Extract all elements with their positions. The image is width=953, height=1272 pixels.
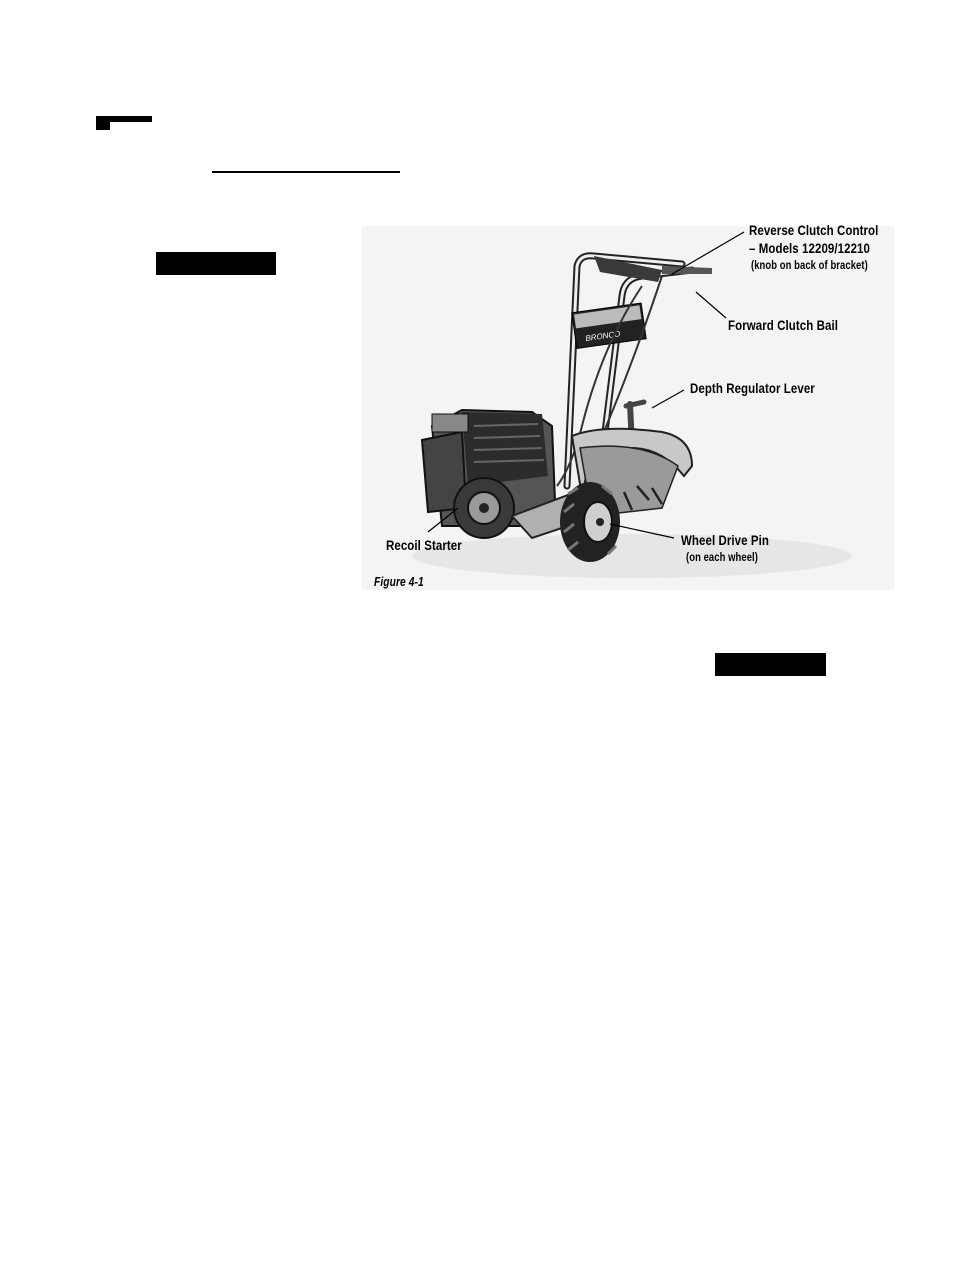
label-depth-regulator-lever: Depth Regulator Lever [690,380,815,396]
redacted-box-right [715,653,826,676]
nameplate-text: BRONCO [584,329,621,344]
tiller-figure [362,226,894,590]
figure-caption: Figure 4-1 [374,575,424,589]
label-wheel-drive-note: (on each wheel) [686,552,758,564]
redacted-box-left [156,252,276,275]
label-recoil-starter: Recoil Starter [386,537,462,553]
pointer-reverse-clutch [672,232,744,274]
label-forward-clutch-bail: Forward Clutch Bail [728,317,838,333]
label-reverse-clutch-line1: Reverse Clutch Control [749,222,879,238]
pointer-forward-clutch [696,292,726,318]
label-reverse-clutch-line2: – Models 12209/12210 [749,240,870,256]
tiller-illustration [362,226,894,590]
header-mark-notch [110,122,152,130]
pointer-depth-regulator [652,390,684,408]
label-wheel-drive-pin: Wheel Drive Pin [681,532,769,548]
title-underline [212,171,400,173]
label-reverse-clutch-note: (knob on back of bracket) [751,260,868,272]
